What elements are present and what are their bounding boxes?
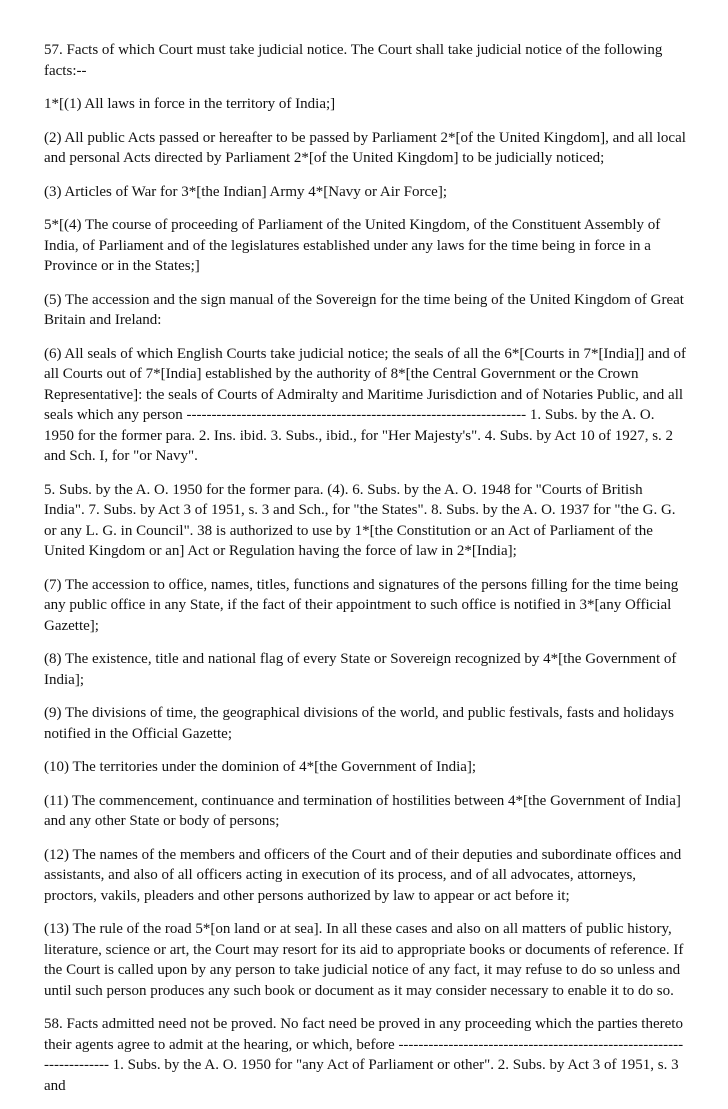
clause-11: (11) The commencement, continuance and termination of hostilities between 4*[the Government of India] and any other State or body of persons; bbox=[44, 792, 681, 829]
clause-10: (10) The territories under the dominion of 4*[the Government of India]; bbox=[44, 759, 477, 775]
clause-3: (3) Articles of War for 3*[the Indian] Army 4*[Navy or Air Force]; bbox=[44, 183, 447, 200]
clause-12: (12) The names of the members and officers of the Court and of their deputies and subordinate offices and assistants, and also of all officers acting in execution of its process, and of all advocates, attorneys, proctors, vakils, pleaders and other persons authorized by law to appear or act before it; bbox=[44, 846, 682, 904]
clause-8: (8) The existence, title and national flag of every State or Sovereign recognized by 4*[the Government of India]; bbox=[44, 651, 677, 688]
clause-13: (13) The rule of the road 5*[on land or at sea]. In all these cases and also on all matters of public history, literature, science or art, the Court may resort for its aid to appropriate books or documents of reference. If the Court is called upon by any person to take judicial notice of any fact, it may refuse to do so unless and until such person produces any such book or document as it may consider necessary to enable it to do so. bbox=[44, 921, 684, 999]
section-57-heading: 57. Facts of which Court must take judicial notice. The Court shall take judicial notice of the following facts:-- bbox=[44, 42, 663, 79]
clause-7: (7) The accession to office, names, titles, functions and signatures of the persons filling for the time being any public office in any State, if the fact of their appointment to such office is notified in 3*[any Official Gazette]; bbox=[44, 576, 679, 634]
footnotes-continued: 5. Subs. by the A. O. 1950 for the former para. (4). 6. Subs. by the A. O. 1948 for "Courts of British India". 7. Subs. by Act 3 of 1951, s. 3 and Sch., for "the States". 8. Subs. by the A. O. 1937 for "the G. G. or any L. G. in Council". 38 is authorized to use by 1*[the Constitution or an Act of Parliament of the United Kingdom or an] Act or Regulation having the force of law in 2*[India]; bbox=[44, 481, 676, 559]
section-58-with-footnotes: 58. Facts admitted need not be proved. No fact need be proved in any proceeding which the parties thereto their agents agree to admit at the hearing, or which, before ---------------------------------------------------------------------- 1. Subs. by the A. O. 1950 for "any Act of Parliament or other". 2. Subs. by Act 3 of 1951, s. 3 and bbox=[44, 1016, 684, 1094]
clause-2: (2) All public Acts passed or hereafter to be passed by Parliament 2*[of the United Kingdom], and all local and personal Acts directed by Parliament 2*[of the United Kingdom] to be judicially noticed; bbox=[44, 129, 686, 166]
clause-5: (5) The accession and the sign manual of the Sovereign for the time being of the United Kingdom of Great Britain and Ireland: bbox=[44, 291, 684, 328]
clause-1: 1*[(1) All laws in force in the territory of India;] bbox=[44, 96, 336, 112]
clause-9: (9) The divisions of time, the geographical divisions of the world, and public festivals, fasts and holidays notified in the Official Gazette; bbox=[44, 705, 675, 742]
document-page bbox=[44, 40, 686, 1109]
clause-6-with-footnotes: (6) All seals of which English Courts take judicial notice; the seals of all the 6*[Courts in 7*[India]] and of all Courts out of 7*[India] established by the authority of 8*[the Central Government or the Crown Representative]: the seals of Courts of Admiralty and Maritime Jurisdiction and of Notaries Public, and all seals which any person -------------------------------------------------------------------- 1. Subs. by the A. O. 1950 for the former para. 2. Ins. ibid. 3. Subs., ibid., for "Her Majesty's". 4. Subs. by Act 10 of 1927, s. 2 and Sch. I, for "or Navy". bbox=[44, 345, 686, 464]
clause-4: 5*[(4) The course of proceeding of Parliament of the United Kingdom, of the Constituent Assembly of India, of Parliament and of the legislatures established under any laws for the time being in force in a Province or in the States;] bbox=[44, 217, 661, 274]
